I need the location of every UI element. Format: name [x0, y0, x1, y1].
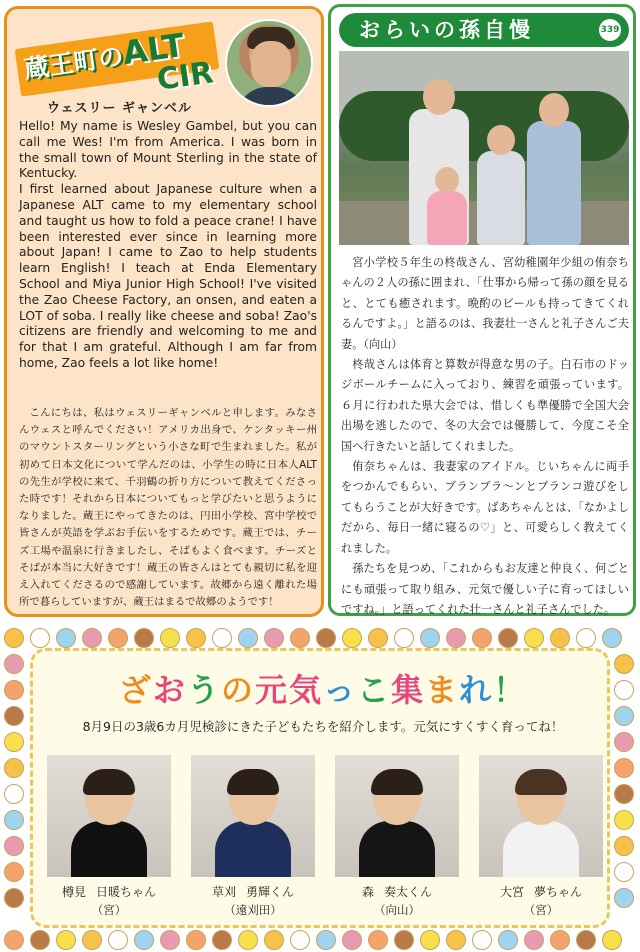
- animal-face-icon: [614, 654, 634, 674]
- alt-japanese-intro: こんにちは、私はウェスリーギャンベルと申します。みなさんウェスと呼んでください！アメリカ出身で、ケンタッキー州のマウントスターリングという小さな町で生まれました。私が初めて日本文化について学んだのは、小学生の時に日本人ALTの先生が学校に来て、千羽鶴の折り方について教えてくださった時です！それから日本についてもっと学びたいと思うようになりました。蔵王にやってきたのは、円田小学校、宮中学校で皆さんが英語を学ぶお手伝いをするためです。蔵王では、チーズ工場や温泉に行きましたし、そばもよく食べます。チーズとそばが本当に大好きです！蔵王の皆さんはとても親切に私を迎え入れてくださるので感謝しています。故郷から遠く離れた場所で暮らしていますが、蔵王はまるで故郷のようです！: [19, 407, 317, 609]
- title-char: ！: [493, 671, 528, 709]
- animal-face-icon: [134, 628, 154, 648]
- animal-face-icon: [56, 628, 76, 648]
- animal-face-icon: [160, 628, 180, 648]
- animal-face-icon: [238, 628, 258, 648]
- animal-face-icon: [420, 628, 440, 648]
- animal-face-icon: [368, 628, 388, 648]
- animal-face-icon: [290, 628, 310, 648]
- animal-face-icon: [4, 888, 24, 908]
- portrait-face: [251, 41, 291, 87]
- title-char: 気: [288, 671, 323, 709]
- animal-face-icon: [82, 628, 102, 648]
- animal-face-icon: [602, 930, 622, 950]
- animal-face-icon: [576, 628, 596, 648]
- title-char: 集: [391, 671, 426, 709]
- animal-face-icon: [4, 810, 24, 830]
- animal-face-icon: [238, 930, 258, 950]
- family-photo: [339, 51, 629, 245]
- animal-face-icon: [342, 930, 362, 950]
- genki-kids-intro: 8月9日の3歳6カ月児検診にきた子どもたちを紹介します。元気にすくすく育ってね！: [82, 719, 564, 734]
- animal-face-icon: [108, 930, 128, 950]
- animal-face-icon: [614, 888, 634, 908]
- animal-face-icon: [614, 836, 634, 856]
- animal-face-icon: [30, 628, 50, 648]
- title-char: の: [220, 671, 255, 709]
- kid-name: [479, 883, 603, 900]
- title-char: こ: [357, 671, 392, 709]
- animal-face-icon: [550, 930, 570, 950]
- kid-photo: [479, 755, 603, 877]
- photo-grandmother: [527, 121, 581, 245]
- kid-photo: [191, 755, 315, 877]
- kid-given-name: 日暖ちゃん: [96, 885, 157, 899]
- title-char: れ: [459, 671, 494, 709]
- kid-name: [191, 883, 315, 900]
- animal-face-icon: [4, 628, 24, 648]
- animal-face-icon: [108, 628, 128, 648]
- animal-face-icon: [394, 628, 414, 648]
- grandchildren-panel: [328, 4, 636, 616]
- animal-face-icon: [212, 628, 232, 648]
- animal-face-icon: [4, 654, 24, 674]
- kid-family-name: 草刈: [211, 885, 236, 899]
- grandchildren-title: おらいの孫自慢: [359, 18, 534, 42]
- kid-area: （宮）: [523, 903, 559, 917]
- animal-face-icon: [4, 758, 24, 778]
- kid-card: [479, 755, 603, 918]
- alt-english-intro: Hello! My name is Wesley Gambel, but you can call me Wes! I'm from America. I was born in the small town of Mount Sterling in the state of Kentucky. I first learned about Japanese culture when a Japanese ALT came to my elementary school and taught us how to fold a peace crane! I have been interested ever since in learning more about Japan! I came to Zao to help students learn English! I teach at Enda Elementary School and Miya Junior High School! I've visited the Zao Cheese Factory, an onsen, and eaten a LOT of soba. I really like cheese and soba! Zao's citizens are friendly and welcoming to me and for that I am grateful. Although I am far from home, Zao feels a lot like home!: [19, 119, 317, 370]
- kid-given-name: 勇輝くん: [246, 885, 295, 899]
- animal-face-icon: [472, 628, 492, 648]
- animal-face-icon: [524, 930, 544, 950]
- animal-face-icon: [446, 930, 466, 950]
- animal-face-icon: [4, 930, 24, 950]
- animal-face-icon: [4, 784, 24, 804]
- article-paragraph: 侑奈ちゃんは、我妻家のアイドル。じいちゃんに両手をつかんでもらい、ブランブラ～ンとブランコ遊びをしてもらうことが大好きです。ばあちゃんとは、「なかよしだから、毎日一緒に寝るの♡」と、可愛らしく教えてくれました。: [341, 460, 629, 555]
- title-char: 元: [254, 671, 289, 709]
- article-paragraph: 孫たちを見つめ、「これからもお友達と仲良く、何ごとにも頑張って取り組み、元気で優しい子に育ってほしいですね。」と語ってくれた壮一さんと礼子さんでした。: [341, 562, 629, 616]
- kid-given-name: 夢ちゃん: [534, 885, 583, 899]
- animal-face-icon: [30, 930, 50, 950]
- animal-face-icon: [212, 930, 232, 950]
- kid-family-name: 大宮: [499, 885, 524, 899]
- title-char: っ: [323, 671, 358, 709]
- alt-name: ウェスリー ギャンベル: [47, 101, 193, 116]
- animal-face-icon: [368, 930, 388, 950]
- animal-face-icon: [82, 930, 102, 950]
- kid-card: [335, 755, 459, 918]
- animal-face-icon: [4, 862, 24, 882]
- genki-kids-section: [0, 626, 640, 952]
- animal-face-icon: [4, 732, 24, 752]
- title-char: ざ: [118, 671, 153, 709]
- genki-kids-title: [33, 665, 613, 711]
- animal-face-icon: [4, 706, 24, 726]
- animal-face-icon: [420, 930, 440, 950]
- grandchildren-title-bar: [339, 13, 629, 47]
- kid-area: （向山）: [374, 903, 420, 917]
- alt-cir-title: [17, 19, 222, 98]
- animal-face-icon: [524, 628, 544, 648]
- animal-face-icon: [160, 930, 180, 950]
- animal-face-icon: [316, 628, 336, 648]
- photo-grandson: [477, 151, 525, 245]
- photo-pine-tree: [339, 91, 629, 161]
- animal-face-icon: [614, 680, 634, 700]
- animal-face-icon: [614, 732, 634, 752]
- animal-face-icon: [614, 784, 634, 804]
- title-zao-town: 蔵王町の: [22, 41, 126, 85]
- animal-face-icon: [290, 930, 310, 950]
- animal-face-icon: [316, 930, 336, 950]
- article-paragraph: 宮小学校５年生の柊哉さん、宮幼稚園年少組の侑奈ちゃんの２人の孫に囲まれ、「仕事から帰って孫の顔を見ると、とても癒されます。晩酌のビールも持ってきてくれるんですよ。」と語るのは、我妻壮一さんと礼子さんご夫妻。（向山）: [341, 256, 629, 351]
- title-cir: CIR: [154, 55, 216, 98]
- kid-given-name: 奏太くん: [384, 885, 433, 899]
- grandchildren-article: [341, 253, 629, 620]
- animal-face-icon: [134, 930, 154, 950]
- kid-name: [47, 883, 171, 900]
- animal-face-icon: [498, 628, 518, 648]
- animal-face-icon: [186, 628, 206, 648]
- animal-face-icon: [614, 758, 634, 778]
- animal-face-icon: [498, 930, 518, 950]
- portrait-shirt: [237, 87, 305, 107]
- genki-kids-panel: [30, 648, 610, 928]
- animal-face-icon: [602, 628, 622, 648]
- animal-face-icon: [576, 930, 596, 950]
- animal-face-icon: [4, 680, 24, 700]
- alt-cir-panel: [4, 6, 324, 617]
- animal-face-icon: [186, 930, 206, 950]
- title-char: う: [186, 671, 221, 709]
- kid-card: [47, 755, 171, 918]
- animal-face-icon: [342, 628, 362, 648]
- title-char: お: [152, 671, 187, 709]
- animal-face-icon: [614, 810, 634, 830]
- kid-family-name: 森: [361, 885, 374, 899]
- kid-family-name: 樽見: [61, 885, 86, 899]
- issue-number-badge: 339: [599, 19, 621, 41]
- title-alt: ALT: [120, 25, 187, 73]
- animal-face-icon: [394, 930, 414, 950]
- animal-face-icon: [614, 706, 634, 726]
- wesley-portrait-photo: [225, 19, 313, 107]
- animal-face-icon: [614, 862, 634, 882]
- kid-name: [335, 883, 459, 900]
- photo-granddaughter: [427, 191, 467, 245]
- animal-face-icon: [472, 930, 492, 950]
- kid-area: （遠刈田）: [224, 903, 282, 917]
- animal-face-icon: [264, 930, 284, 950]
- animal-face-icon: [550, 628, 570, 648]
- animal-face-icon: [56, 930, 76, 950]
- kid-photo: [335, 755, 459, 877]
- kid-photo: [47, 755, 171, 877]
- animal-face-icon: [446, 628, 466, 648]
- article-paragraph: 柊哉さんは体育と算数が得意な男の子。白石市のドッジボールチームに入っており、練習を頑張っています。６月に行われた県大会では、惜しくも準優勝で全国大会出場を逃したので、冬の大会では優勝して、今度こそ全国へ行きたいと話してくれました。: [341, 358, 629, 453]
- kid-area: （宮）: [91, 903, 127, 917]
- animal-face-icon: [4, 836, 24, 856]
- title-char: ま: [425, 671, 460, 709]
- animal-face-icon: [264, 628, 284, 648]
- kid-card: [191, 755, 315, 918]
